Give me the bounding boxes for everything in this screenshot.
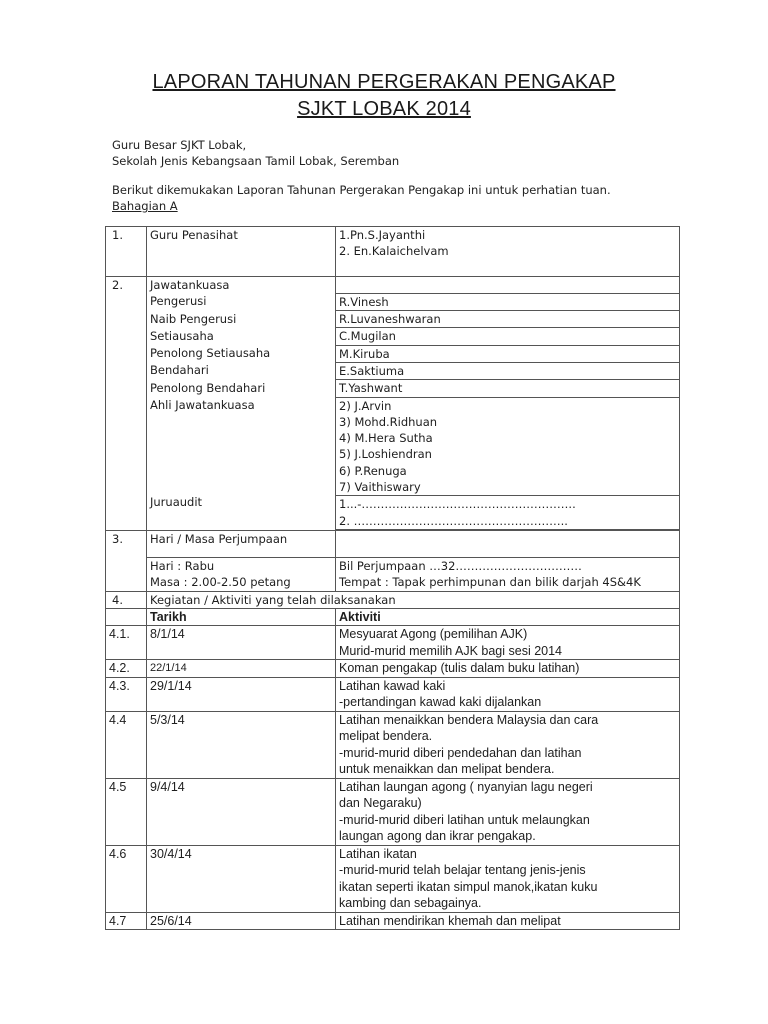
activity-description: Koman pengakap (tulis dalam buku latihan) xyxy=(336,660,680,678)
ajk-member: 7) Vaithiswary xyxy=(339,480,421,495)
ajk-member: 2) J.Arvin xyxy=(339,398,392,413)
recipient-block xyxy=(112,137,712,169)
activity-number: 4.4 xyxy=(106,711,147,778)
activity-date: 30/4/14 xyxy=(147,845,336,912)
activity-description: Mesyuarat Agong (pemilihan AJK) Murid-murid memilih AJK bagi sesi 2014 xyxy=(336,626,680,660)
activity-number: 4.3. xyxy=(106,677,147,711)
meeting-day-time xyxy=(147,557,336,591)
ajk-members xyxy=(336,397,680,496)
row-number: 2. xyxy=(106,277,147,531)
empty-cell xyxy=(336,277,680,294)
role-label: Bendahari xyxy=(147,362,336,379)
report-table xyxy=(105,226,680,930)
ajk-label-cell xyxy=(147,397,336,529)
table-row xyxy=(106,557,680,591)
table-row xyxy=(106,311,680,328)
activity-row xyxy=(106,626,680,660)
member-name: R.Luvaneshwaran xyxy=(336,311,680,328)
table-row xyxy=(106,277,680,294)
activity-date: 25/6/14 xyxy=(147,912,336,930)
advisor-name: 1.Pn.S.Jayanthi xyxy=(339,228,426,242)
activity-description: Latihan ikatan -murid-murid telah belajar tentang jenis-jenis ikatan seperti ikatan simpul manok,ikatan kuku kambing dan sebagainya. xyxy=(336,845,680,912)
row-label: Hari / Masa Perjumpaan xyxy=(147,530,336,557)
meeting-place: Tempat : Tapak perhimpunan dan bilik darjah 4S&4K xyxy=(339,575,641,590)
role-label: Pengerusi xyxy=(147,293,336,310)
table-row xyxy=(106,397,680,496)
auditor-values xyxy=(336,496,680,530)
row-label: Guru Penasihat xyxy=(147,227,336,277)
role-label: Naib Pengerusi xyxy=(147,311,336,328)
ajk-member: 3) Mohd.Ridhuan xyxy=(339,414,438,429)
report-title-line-2: SJKT LOBAK 2014 xyxy=(297,98,471,120)
activity-date: 29/1/14 xyxy=(147,677,336,711)
activity-date: 9/4/14 xyxy=(147,778,336,845)
activity-row xyxy=(106,677,680,711)
activity-row xyxy=(106,845,680,912)
member-name: T.Yashwant xyxy=(336,380,680,397)
member-name: R.Vinesh xyxy=(336,293,680,310)
activity-date: 5/3/14 xyxy=(147,711,336,778)
meeting-details xyxy=(336,557,680,591)
committee-header: Jawatankuasa xyxy=(147,277,336,294)
ajk-member: 4) M.Hera Sutha xyxy=(339,431,433,446)
auditor-label: Juruaudit xyxy=(150,495,203,510)
activity-row xyxy=(106,912,680,930)
activity-row xyxy=(106,711,680,778)
table-row xyxy=(106,530,680,557)
role-label: Penolong Bendahari xyxy=(147,380,336,397)
activity-number: 4.7 xyxy=(106,912,147,930)
activity-date: 22/1/14 xyxy=(147,660,336,678)
meeting-day: Hari : Rabu xyxy=(150,558,215,573)
activity-description: Latihan laungan agong ( nyanyian lagu negeri dan Negaraku) -murid-murid diberi latihan untuk melaungkan laungan agong dan ikrar pengakap. xyxy=(336,778,680,845)
member-name: E.Saktiuma xyxy=(336,362,680,379)
activities-label: Kegiatan / Aktiviti yang telah dilaksanakan xyxy=(147,591,680,608)
table-row xyxy=(106,591,680,608)
activity-number: 4.6 xyxy=(106,845,147,912)
intro-text: Berikut dikemukakan Laporan Tahunan Pergerakan Pengakap ini untuk perhatian tuan. xyxy=(112,183,611,197)
advisor-name: 2. En.Kalaichelvam xyxy=(339,244,449,259)
column-header-tarikh: Tarikh xyxy=(147,608,336,625)
table-row xyxy=(106,345,680,362)
activity-description: Latihan mendirikan khemah dan melipat xyxy=(336,912,680,930)
auditor-line: 2. ……………………………………………….. xyxy=(339,513,568,528)
empty-cell xyxy=(336,530,680,557)
ajk-member: 5) J.Loshiendran xyxy=(339,447,432,462)
activity-description: Latihan kawad kaki -pertandingan kawad kaki dijalankan xyxy=(336,677,680,711)
ajk-member: 6) P.Renuga xyxy=(339,463,407,478)
table-row xyxy=(106,227,680,277)
member-name: M.Kiruba xyxy=(336,345,680,362)
activity-row xyxy=(106,660,680,678)
table-row xyxy=(106,362,680,379)
advisor-values xyxy=(336,227,680,277)
activity-row xyxy=(106,778,680,845)
activity-number: 4.2. xyxy=(106,660,147,678)
table-row xyxy=(106,328,680,345)
row-number: 1. xyxy=(106,227,147,277)
activity-number: 4.1. xyxy=(106,626,147,660)
meeting-time: Masa : 2.00-2.50 petang xyxy=(150,575,291,590)
activity-date: 8/1/14 xyxy=(147,626,336,660)
role-label: Setiausaha xyxy=(147,328,336,345)
auditor-line: 1...-……………………………………………….. xyxy=(339,497,576,512)
table-header-row xyxy=(106,608,680,625)
section-heading: Bahagian A xyxy=(112,199,178,213)
intro-block xyxy=(112,182,712,214)
row-number: 4. xyxy=(106,591,147,608)
activity-number: 4.5 xyxy=(106,778,147,845)
column-header-aktiviti: Aktiviti xyxy=(336,608,680,625)
table-row xyxy=(106,293,680,310)
meeting-count: Bil Perjumpaan …32…………………………… xyxy=(339,558,582,573)
activity-description: Latihan menaikkan bendera Malaysia dan cara melipat bendera. -murid-murid diberi pendedahan dan latihan untuk menaikkan dan melipat bendera. xyxy=(336,711,680,778)
role-label: Penolong Setiausaha xyxy=(147,345,336,362)
report-title-line-1: LAPORAN TAHUNAN PERGERAKAN PENGAKAP xyxy=(152,71,616,93)
ajk-label: Ahli Jawatankuasa xyxy=(150,398,255,413)
recipient-line-1: Guru Besar SJKT Lobak, xyxy=(112,138,247,152)
recipient-line-2: Sekolah Jenis Kebangsaan Tamil Lobak, Seremban xyxy=(112,154,400,168)
member-name: C.Mugilan xyxy=(336,328,680,345)
table-row xyxy=(106,380,680,397)
row-number: 3. xyxy=(106,530,147,591)
